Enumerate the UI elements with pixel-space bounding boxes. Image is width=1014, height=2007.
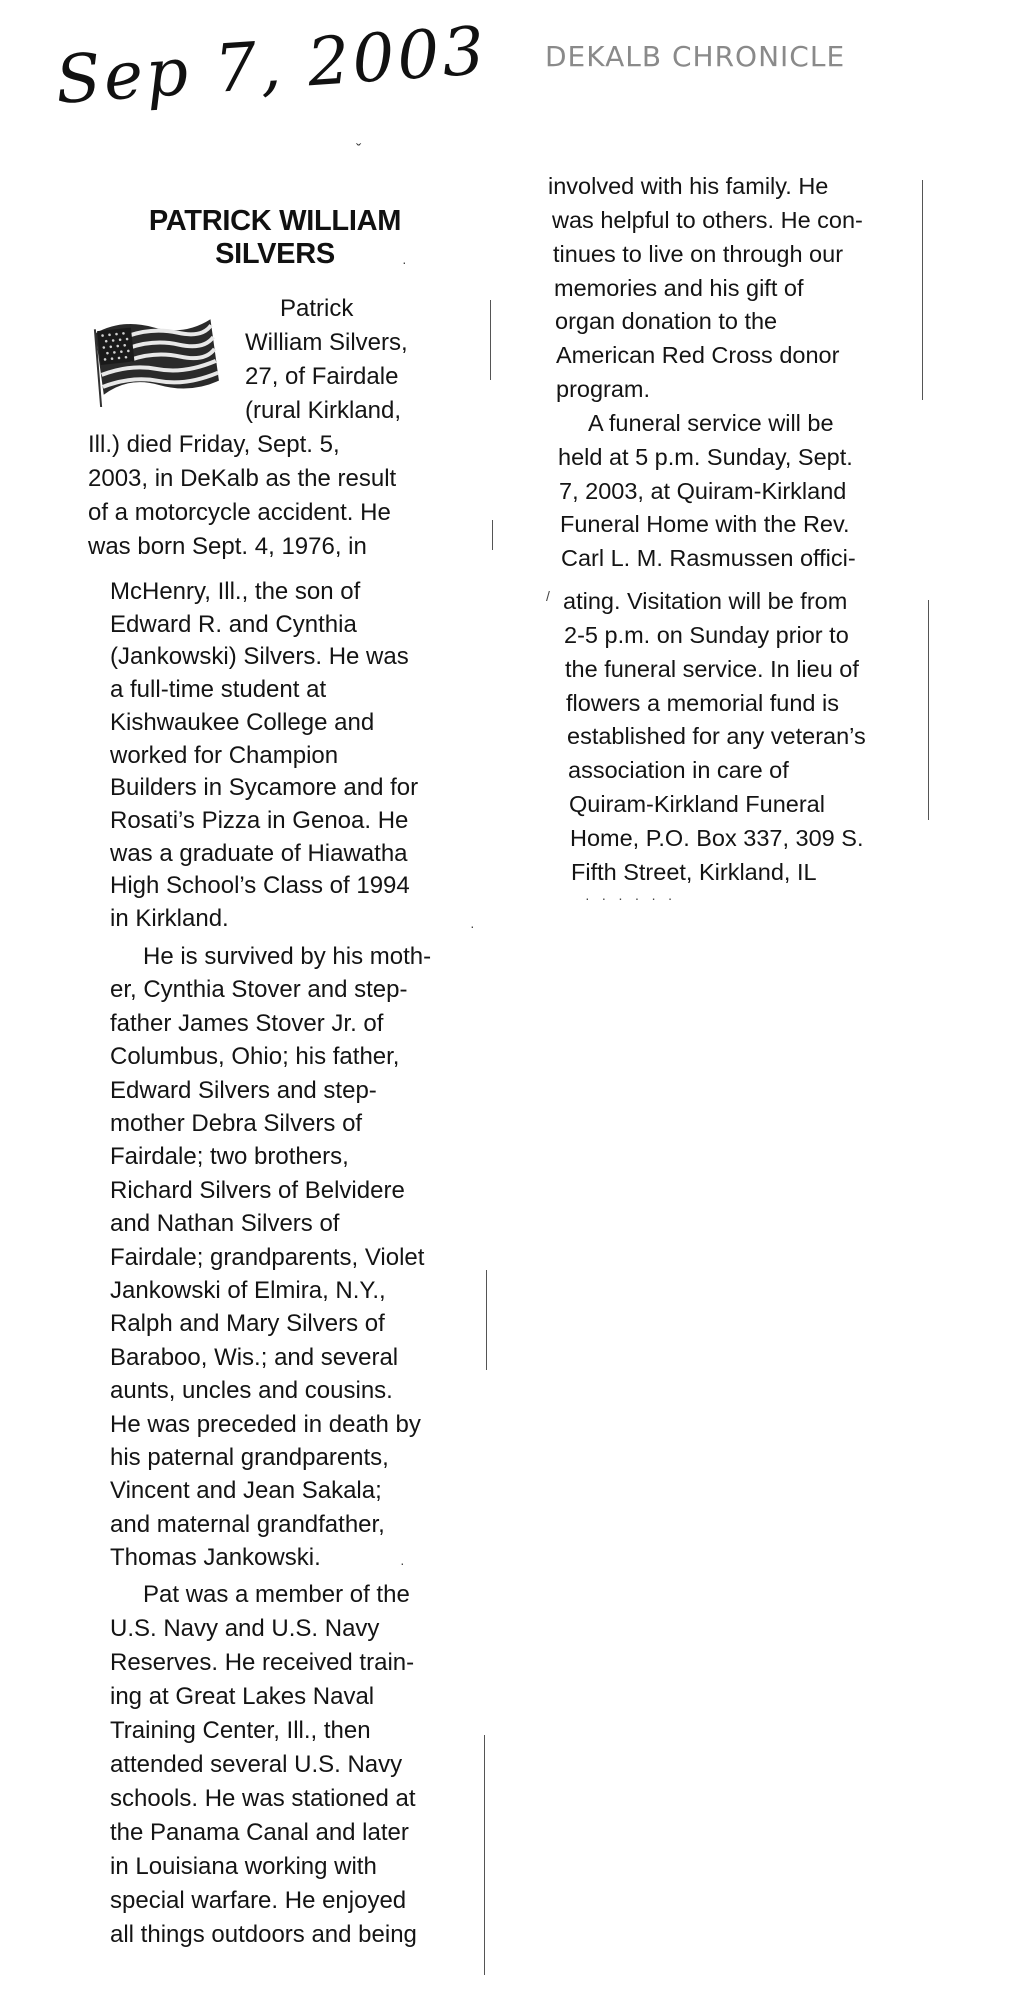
text-line: held at 5 p.m. Sunday, Sept. [558, 444, 853, 470]
text-line: 27, of Fairdale [245, 363, 399, 390]
text-line: Rosati’s Pizza in Genoa. He [110, 807, 409, 834]
text-line: Funeral Home with the Rev. [560, 511, 850, 537]
text-line: special warfare. He enjoyed [110, 1887, 407, 1914]
text-line: 7, 2003, at Quiram-Kirkland [559, 478, 847, 504]
column-rule [484, 1735, 485, 1975]
text-line: McHenry, Ill., the son of [110, 578, 361, 605]
column-rule [490, 300, 491, 380]
text-line: ing at Great Lakes Naval [110, 1683, 375, 1710]
handwritten-date: Sep 7, 2003 [52, 12, 490, 119]
text-line: Richard Silvers of Belvidere [110, 1177, 405, 1204]
text-line: er, Cynthia Stover and step- [110, 976, 408, 1003]
text-line: tinues to live on through our [553, 241, 844, 267]
text-line: He is survived by his moth- [143, 943, 432, 970]
pen-mark: / [546, 588, 550, 604]
text-line: association in care of [568, 757, 789, 783]
text-line: Thomas Jankowski. [110, 1544, 321, 1571]
text-line: aunts, uncles and cousins. [110, 1377, 393, 1404]
text-line: Home, P.O. Box 337, 309 S. [570, 825, 864, 851]
text-line: Builders in Sycamore and for [110, 774, 419, 801]
pen-mark: ˇ [356, 142, 362, 159]
text-line: Vincent and Jean Sakala; [110, 1477, 382, 1504]
american-flag-icon [90, 305, 225, 407]
text-line: a full-time student at [110, 676, 327, 703]
scan-speck: · [400, 1555, 405, 1571]
text-line: worked for Champion [110, 742, 339, 769]
text-line: Baraboo, Wis.; and several [110, 1344, 399, 1371]
text-line: of a motorcycle accident. He [88, 499, 391, 526]
text-line: program. [556, 376, 651, 402]
text-line: William Silvers, [245, 329, 408, 356]
text-line: Quiram-Kirkland Funeral [569, 791, 825, 817]
text-line: Edward R. and Cynthia [110, 611, 357, 638]
obituary-headline: PATRICK WILLIAM SILVERS [148, 205, 402, 270]
text-line: Fifth Street, Kirkland, IL [571, 859, 817, 885]
text-line: He was preceded in death by [110, 1411, 421, 1438]
text-line: Columbus, Ohio; his father, [110, 1043, 400, 1070]
text-line: and maternal grandfather, [110, 1511, 385, 1538]
text-line: ating. Visitation will be from [563, 588, 848, 614]
scan-speck: · [402, 254, 407, 270]
column-rule [492, 520, 493, 550]
text-line: was a graduate of Hiawatha [110, 840, 408, 867]
text-line: his paternal grandparents, [110, 1444, 389, 1471]
text-line: in Kirkland. [110, 905, 229, 932]
text-line: Jankowski of Elmira, N.Y., [110, 1277, 386, 1304]
text-line: American Red Cross donor [556, 342, 840, 368]
text-line: Training Center, Ill., then [110, 1717, 371, 1744]
text-line: 2003, in DeKalb as the result [88, 465, 397, 492]
text-line: established for any veteran’s [567, 723, 866, 749]
text-line: (rural Kirkland, [245, 397, 402, 424]
text-line: Reserves. He received train- [110, 1649, 415, 1676]
text-line: Pat was a member of the [143, 1581, 410, 1608]
text-line: Fairdale; two brothers, [110, 1143, 349, 1170]
text-line: Patrick [280, 295, 354, 322]
text-line: was helpful to others. He con- [552, 207, 863, 233]
column-rule [486, 1270, 487, 1370]
text-line: schools. He was stationed at [110, 1785, 416, 1812]
text-line: U.S. Navy and U.S. Navy [110, 1615, 380, 1642]
text-line: was born Sept. 4, 1976, in [88, 533, 367, 560]
text-line: the funeral service. In lieu of [565, 656, 859, 682]
text-line: 2-5 p.m. on Sunday prior to [564, 622, 849, 648]
text-line: memories and his gift of [554, 275, 804, 301]
scan-speck: · [470, 918, 475, 934]
text-line: Carl L. M. Rasmussen offici- [561, 545, 856, 571]
text-line: the Panama Canal and later [110, 1819, 409, 1846]
text-line: A funeral service will be [588, 410, 834, 436]
text-line: involved with his family. He [548, 173, 829, 199]
column-rule [922, 180, 923, 400]
text-line: and Nathan Silvers of [110, 1210, 340, 1237]
text-line: organ donation to the [555, 308, 778, 334]
text-line: attended several U.S. Navy [110, 1751, 403, 1778]
column-rule [928, 600, 929, 820]
text-line: in Louisiana working with [110, 1853, 377, 1880]
text-line: Ill.) died Friday, Sept. 5, [88, 431, 340, 458]
text-line: mother Debra Silvers of [110, 1110, 363, 1137]
text-line: Fairdale; grandparents, Violet [110, 1244, 425, 1271]
text-line: Kishwaukee College and [110, 709, 375, 736]
cut-off-text-fragment: · · · · · · [585, 890, 677, 906]
text-line: Edward Silvers and step- [110, 1077, 377, 1104]
text-line: High School’s Class of 1994 [110, 872, 410, 899]
text-line: Ralph and Mary Silvers of [110, 1310, 385, 1337]
text-line: father James Stover Jr. of [110, 1010, 384, 1037]
text-line: flowers a memorial fund is [566, 690, 839, 716]
text-line: all things outdoors and being [110, 1921, 417, 1948]
text-line: (Jankowski) Silvers. He was [110, 643, 409, 670]
newspaper-name: DEKALB CHRONICLE [545, 40, 846, 73]
